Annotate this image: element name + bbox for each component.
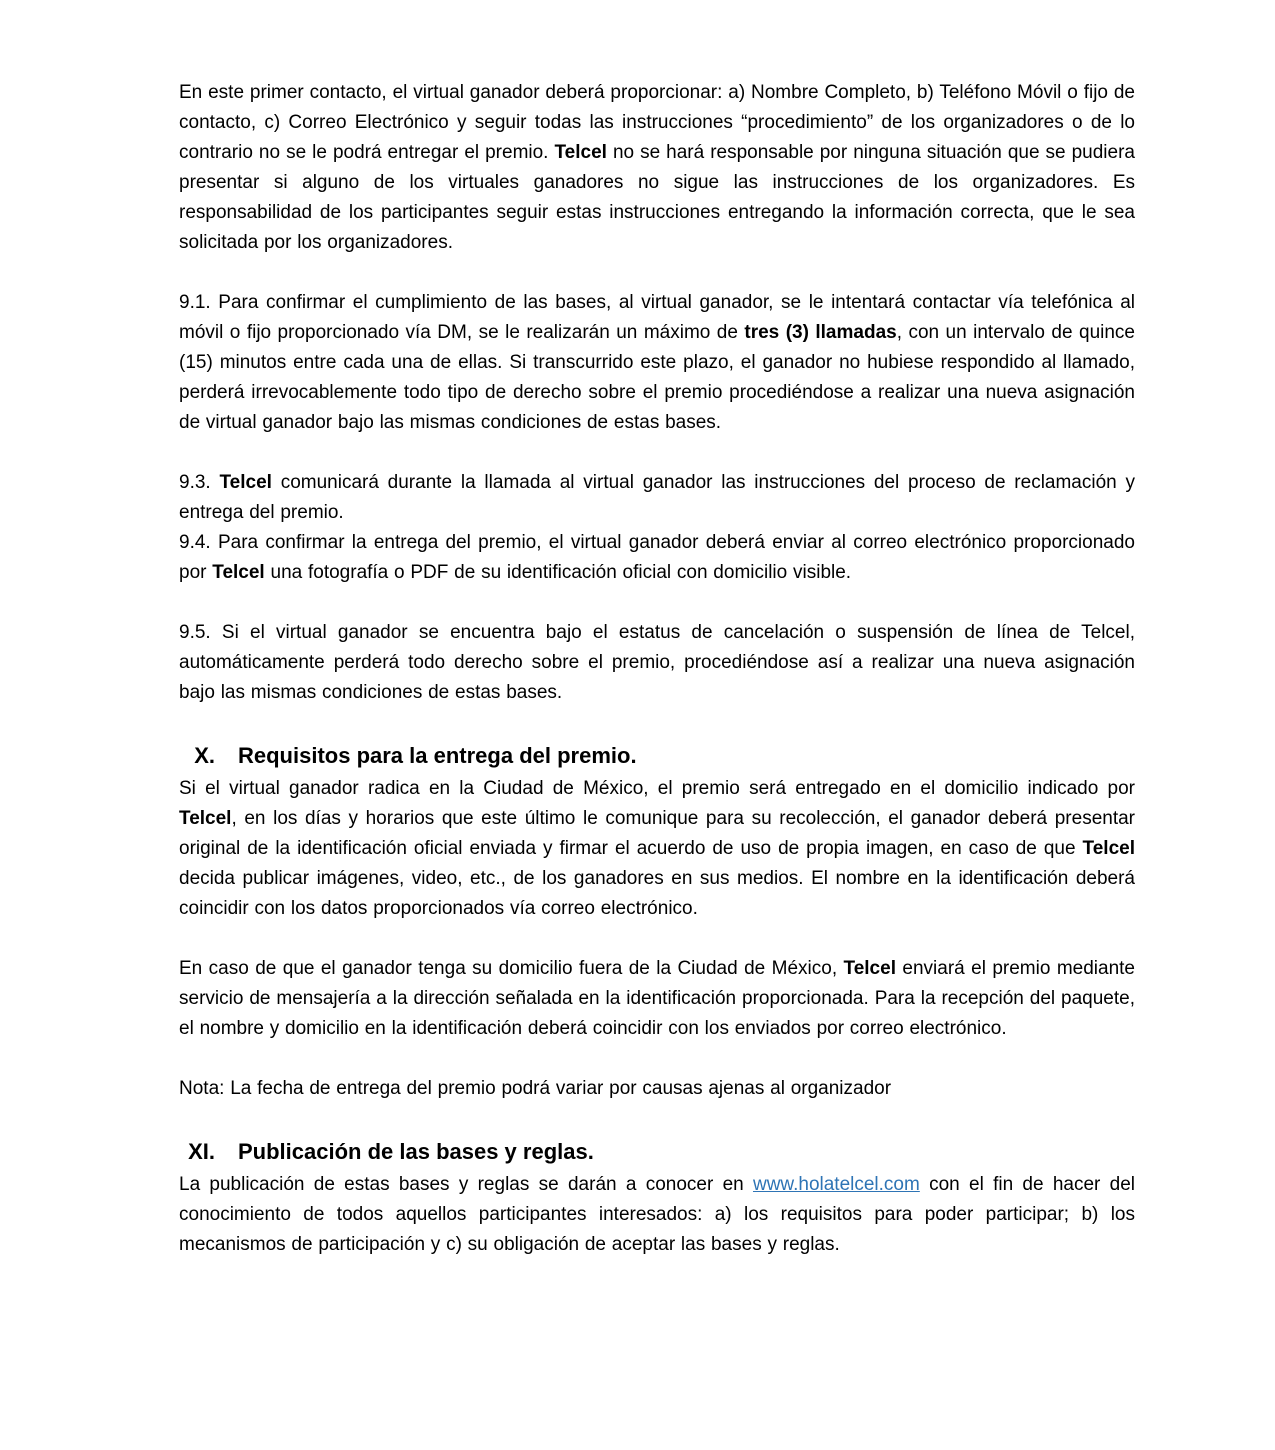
para-nota: Nota: La fecha de entrega del premio podrá variar por causas ajenas al organizador — [179, 1078, 892, 1099]
para-publicacion-bases: La publicación de estas bases y reglas se darán a conocer en www.holatelcel.com con el fin de hacer del conocimiento de todos aquellos participantes interesados: a) los requisitos para poder participar; b) los mecanismos de participación y c) su obligación de aceptar las bases y reglas. — [179, 1174, 1135, 1255]
para-entrega-cdmx: Si el virtual ganador radica en la Ciudad de México, el premio será entregado en el domicilio indicado por Telcel, en los días y horarios que este último le comunique para su recolección, el ganador deberá presentar original de la identificación oficial enviada y firmar el acuerdo de uso de propia imagen, en caso de que Telcel decida publicar imágenes, video, etc., de los ganadores en sus medios. El nombre en la identificación deberá coincidir con los datos proporcionados vía correo electrónico. — [179, 778, 1135, 919]
heading-seccion-x — [179, 738, 1135, 774]
bold-text: Telcel — [212, 562, 265, 583]
para-9-1: 9.1. Para confirmar el cumplimiento de las bases, al virtual ganador, se le intentará contactar vía telefónica al móvil o fijo proporcionado vía DM, se le realizarán un máximo de tres (3) llamadas, con un intervalo de quince (15) minutos entre cada una de ellas. Si transcurrido este plazo, el ganador no hubiese respondido al llamado, perderá irrevocablemente todo tipo de derecho sobre el premio procediéndose a realizar una nueva asignación de virtual ganador bajo las mismas condiciones de estas bases. — [179, 292, 1135, 433]
section-numeral: X. — [194, 743, 215, 768]
bold-text: Telcel — [1082, 838, 1135, 859]
para-primer-contacto: En este primer contacto, el virtual ganador deberá proporcionar: a) Nombre Completo, b) Teléfono Móvil o fijo de contacto, c) Correo Electrónico y seguir todas las instrucciones “procedimiento” de los organizadores o de lo contrario no se le podrá entregar el premio. Telcel no se hará responsable por ninguna situación que se pudiera presentar si alguno de los virtuales ganadores no sigue las instrucciones de los organizadores. Es responsabilidad de los participantes seguir estas instrucciones entregando la información correcta, que le sea solicitada por los organizadores. — [179, 82, 1135, 253]
bold-text: Telcel — [219, 472, 272, 493]
holatelcel-link[interactable]: www.holatelcel.com — [752, 1174, 920, 1195]
document-page — [179, 0, 1135, 1260]
section-numeral: XI. — [188, 1139, 215, 1164]
heading-seccion-xi — [179, 1134, 1135, 1170]
para-9-3: 9.3. Telcel comunicará durante la llamada al virtual ganador las instrucciones del proceso de reclamación y entrega del premio. — [179, 472, 1135, 523]
para-9-5: 9.5. Si el virtual ganador se encuentra bajo el estatus de cancelación o suspensión de línea de Telcel, automáticamente perderá todo derecho sobre el premio, procediéndose así a realizar una nueva asignación bajo las mismas condiciones de estas bases. — [179, 622, 1135, 703]
bold-text: Telcel — [843, 958, 896, 979]
bold-text: Telcel — [179, 808, 232, 829]
section-heading-text: Requisitos para la entrega del premio. — [238, 743, 637, 768]
para-entrega-fuera-cdmx: En caso de que el ganador tenga su domicilio fuera de la Ciudad de México, Telcel enviará el premio mediante servicio de mensajería a la dirección señalada en la identificación proporcionada. Para la recepción del paquete, el nombre y domicilio en la identificación deberá coincidir con los enviados por correo electrónico. — [179, 958, 1135, 1039]
section-heading-text: Publicación de las bases y reglas. — [238, 1139, 594, 1164]
bold-text: tres (3) llamadas — [744, 322, 897, 343]
bold-text: Telcel — [554, 142, 607, 163]
para-9-4: 9.4. Para confirmar la entrega del premio, el virtual ganador deberá enviar al correo electrónico proporcionado por Telcel una fotografía o PDF de su identificación oficial con domicilio visible. — [179, 532, 1135, 583]
